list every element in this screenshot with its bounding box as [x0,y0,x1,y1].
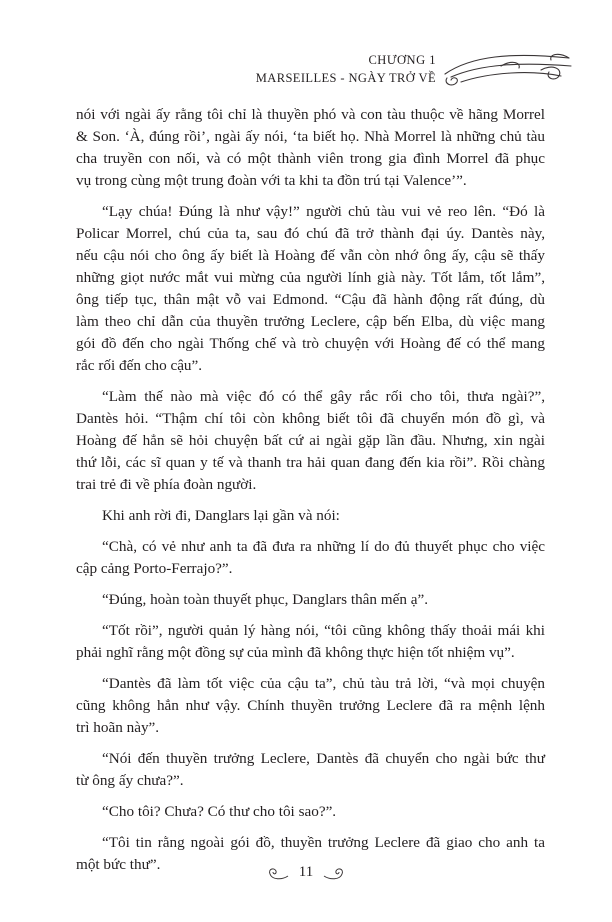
text-line: cũng không hẳn như vậy. Chính thuyền trưởng Leclere đã ra mệnh lệnh [76,697,545,714]
right-swirl-ornament-icon [322,866,346,882]
text-line: ông tiếp tục, thân mật vỗ vai Edmond. “Cậu đã hành động rất đúng, dù [76,291,545,308]
text-line: “Tôi tin rằng ngoài gói đồ, thuyền trưởng Leclere đã giao cho anh ta [102,834,545,851]
paragraph [76,505,545,527]
text-line: “Tốt rồi”, người quản lý hàng nói, “tôi cũng không thấy thoải mái khi [102,622,545,639]
text-line: cập cảng Porto-Ferrajo?”. [76,560,233,577]
text-line: cha truyền con nối, và có một thành viên trong gia đình Morrel đã phục [76,150,545,167]
text-line: nói với ngài ấy rằng tôi chỉ là thuyền phó và con tàu thuộc về hãng Morrel [76,106,545,123]
text-line: Hoàng đế hẳn sẽ hỏi chuyện bất cứ ai ngài gặp lần đầu. Nhưng, xin ngài [76,432,545,449]
text-line: “Lạy chúa! Đúng là như vậy!” người chủ tàu vui vẻ reo lên. “Đó là [102,203,545,220]
paragraph [76,104,545,192]
text-line: rắc rối đến cho cậu”. [76,357,203,374]
chapter-heading: CHƯƠNG 1 [368,53,436,67]
paragraph [76,801,545,823]
body-text [76,104,545,876]
text-line: “Làm thế nào mà việc đó có thể gây rắc rối cho tôi, thưa ngài?”, [102,388,545,405]
page-number: 11 [298,864,314,880]
text-line: gói đồ đến cho ngài Thống chế và trò chuyện với Hoàng đế có thể mang [76,335,545,352]
paragraph [76,673,545,739]
text-line: một bức thư”. [76,856,161,873]
text-line: vụ trong cùng một trung đoàn với ta khi ta đồn trú tại Valence’”. [76,172,467,189]
page-footer [0,856,612,896]
paragraph [76,201,545,377]
paragraph [76,589,545,611]
text-line: những giọt nước mắt vui mừng của người lính già này. Tốt lắm, tốt lắm”, [76,269,545,286]
text-line: làm theo chỉ dẫn của thuyền trưởng Leclere, cập bến Elba, dù việc mang [76,313,545,330]
running-header [256,44,576,94]
text-line: “Dantès đã làm tốt việc của cậu ta”, chủ tàu trả lời, “và mọi chuyện [102,675,545,692]
text-line: từ ông ấy chưa?”. [76,772,184,789]
text-line: thứ lỗi, các sĩ quan y tế và thanh tra hải quan đang đến kia rồi”. Rồi chàng [76,454,545,471]
text-line: “Đúng, hoàn toàn thuyết phục, Danglars thân mến ạ”. [102,591,429,608]
paragraph [76,620,545,664]
text-line: trai trẻ đi về phía đoàn người. [76,476,257,493]
flourish-ornament-icon [441,44,576,94]
text-line: “Cho tôi? Chưa? Có thư cho tôi sao?”. [102,803,337,820]
paragraph [76,386,545,496]
text-line: nếu cậu nói cho ông ấy biết là Hoàng đế vẫn còn nhớ ông ấy, cậu sẽ thấy [76,247,545,264]
text-line: & Son. ‘À, đúng rồi’, ngài ấy nói, ‘ta biết họ. Nhà Morrel là những chủ tàu [76,128,545,145]
text-line: Khi anh rời đi, Danglars lại gần và nói: [102,507,340,524]
text-line: Dantès hỏi. “Thậm chí tôi còn không biết tôi đã chuyển món đồ gì, và [76,410,545,427]
paragraph [76,536,545,580]
paragraph [76,748,545,792]
text-line: trì hoãn này”. [76,719,160,736]
text-line: phải nghĩ rằng một đồng sự của mình đã không thực hiện tốt nhiệm vụ”. [76,644,515,661]
text-line: “Chà, có vẻ như anh ta đã đưa ra những lí do đủ thuyết phục cho việc [102,538,545,555]
chapter-subtitle: MARSEILLES - NGÀY TRỞ VỀ [255,71,436,85]
text-line: “Nói đến thuyền trưởng Leclere, Dantès đã chuyển cho ngài bức thư [102,750,545,767]
text-line: Policar Morrel, chú của ta, sau đó chú đã trở thành đại úy. Dantès này, [76,225,545,242]
